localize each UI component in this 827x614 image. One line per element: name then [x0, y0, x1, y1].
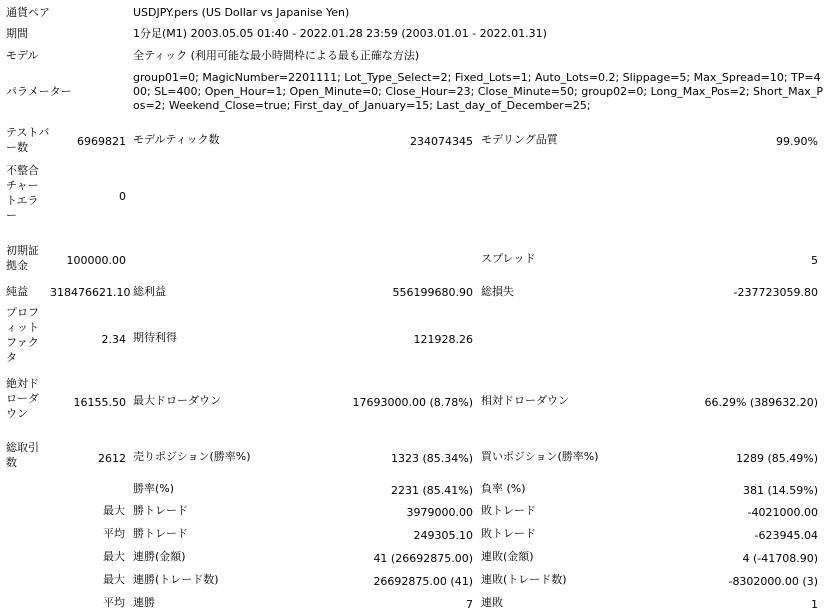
spread-value: 5: [811, 254, 818, 267]
period-label: 期間: [6, 27, 28, 40]
short-positions-label: 売りポジション(勝率%): [133, 450, 251, 463]
max-consecutive-wins-money-value: 41 (26692875.00): [373, 552, 473, 565]
gross-loss-label: 総損失: [481, 285, 514, 298]
max-consecutive-losses-count-value: -8302000.00 (3): [728, 575, 818, 588]
gross-profit-label: 総利益: [133, 285, 166, 298]
net-profit-label: 純益: [6, 285, 28, 298]
loss-trades-value: 381 (14.59%): [742, 484, 818, 497]
average-profit-trade-value: 249305.10: [413, 529, 473, 542]
model-value: 全ティック (利用可能な最小時間枠による最も正確な方法): [133, 49, 420, 62]
spread-label: スプレッド: [481, 252, 536, 265]
expected-payoff-value: 121928.26: [413, 333, 473, 346]
symbol-label: 通貨ペア: [6, 6, 50, 19]
net-profit-value: 318476621.10: [50, 286, 131, 299]
max-consecutive-wins-count-label: 連勝(トレード数): [133, 573, 219, 586]
short-positions-value: 1323 (85.34%): [390, 452, 473, 465]
mismatch-value: 0: [119, 190, 126, 203]
average-profit-trade-label: 勝トレード: [133, 527, 188, 540]
average-consecutive-wins-label: 連勝: [133, 596, 155, 609]
model-label: モデル: [6, 49, 39, 62]
quality-label: モデリング品質: [481, 133, 558, 146]
max-consecutive-wins-money-label: 連勝(金額): [133, 550, 186, 563]
gross-profit-value: 556199680.90: [392, 286, 473, 299]
gross-loss-value: -237723059.80: [733, 286, 818, 299]
largest-loss-trade-label: 敗トレード: [481, 504, 536, 517]
absolute-drawdown-label: 絶対ドローダウン: [6, 377, 39, 420]
average-consecutive-wins-value: 7: [466, 598, 473, 611]
ticks-value: 234074345: [410, 135, 473, 148]
max-consecutive-wins-count-value: 26692875.00 (41): [373, 575, 473, 588]
maximal-drawdown-value: 17693000.00 (8.78%): [352, 396, 473, 409]
parameters-label: パラメーター: [6, 85, 72, 98]
maximal-qualifier: 最大: [103, 573, 125, 586]
profit-trades-label: 勝率(%): [133, 482, 175, 495]
bars-label: テストバー数: [6, 126, 50, 154]
mismatch-label: 不整合チャートエラー: [6, 164, 39, 222]
profit-factor-value: 2.34: [101, 333, 126, 346]
average-qualifier: 平均: [103, 527, 125, 540]
absolute-drawdown-value: 16155.50: [73, 396, 126, 409]
quality-value: 99.90%: [776, 135, 818, 148]
deposit-label: 初期証拠金: [6, 244, 39, 272]
max-consecutive-losses-money-label: 連敗(金額): [481, 550, 534, 563]
largest-loss-trade-value: -4021000.00: [747, 506, 818, 519]
parameters-value: group01=0; MagicNumber=2201111; Lot_Type_Select=2; Fixed_Lots=1; Auto_Lots=0.2; Slippage=5; Max_Spread=10; TP=400; SL=400; Open_Hour=1; Open_Minute=0; Close_Hour=23; Close_Minute=50; group02=0; Long_Max_Pos=2; Short_Max_Pos=2; Weekend_Close=true; First_day_of_January=15; Last_day_of_December=25;: [133, 71, 823, 112]
average-loss-trade-label: 敗トレード: [481, 527, 536, 540]
deposit-value: 100000.00: [66, 254, 126, 267]
period-value: 1分足(M1) 2003.05.05 01:40 - 2022.01.28 23:59 (2003.01.01 - 2022.01.31): [133, 27, 547, 40]
long-positions-label: 買いポジション(勝率%): [481, 450, 599, 463]
largest-profit-trade-value: 3979000.00: [406, 506, 473, 519]
total-trades-value: 2612: [98, 452, 126, 465]
expected-payoff-label: 期待利得: [133, 331, 177, 344]
average-consecutive-qualifier: 平均: [103, 596, 125, 609]
average-loss-trade-value: -623945.04: [754, 529, 818, 542]
relative-drawdown-value: 66.29% (389632.20): [704, 396, 818, 409]
profit-trades-value: 2231 (85.41%): [390, 484, 473, 497]
largest-profit-trade-label: 勝トレード: [133, 504, 188, 517]
max-consecutive-losses-count-label: 連敗(トレード数): [481, 573, 567, 586]
largest-qualifier: 最大: [103, 504, 125, 517]
total-trades-label: 総取引数: [6, 441, 39, 469]
maximal-drawdown-label: 最大ドローダウン: [133, 394, 221, 407]
ticks-label: モデルティック数: [133, 133, 220, 146]
long-positions-value: 1289 (85.49%): [735, 452, 818, 465]
loss-trades-label: 負率 (%): [481, 482, 526, 495]
symbol-value: USDJPY.pers (US Dollar vs Japanise Yen): [133, 6, 350, 19]
maximum-qualifier: 最大: [103, 550, 125, 563]
average-consecutive-losses-label: 連敗: [481, 596, 503, 609]
max-consecutive-losses-money-value: 4 (-41708.90): [742, 552, 818, 565]
average-consecutive-losses-value: 1: [811, 598, 818, 611]
relative-drawdown-label: 相対ドローダウン: [481, 394, 569, 407]
profit-factor-label: プロフィットファクタ: [6, 306, 39, 364]
bars-value: 6969821: [77, 135, 126, 148]
